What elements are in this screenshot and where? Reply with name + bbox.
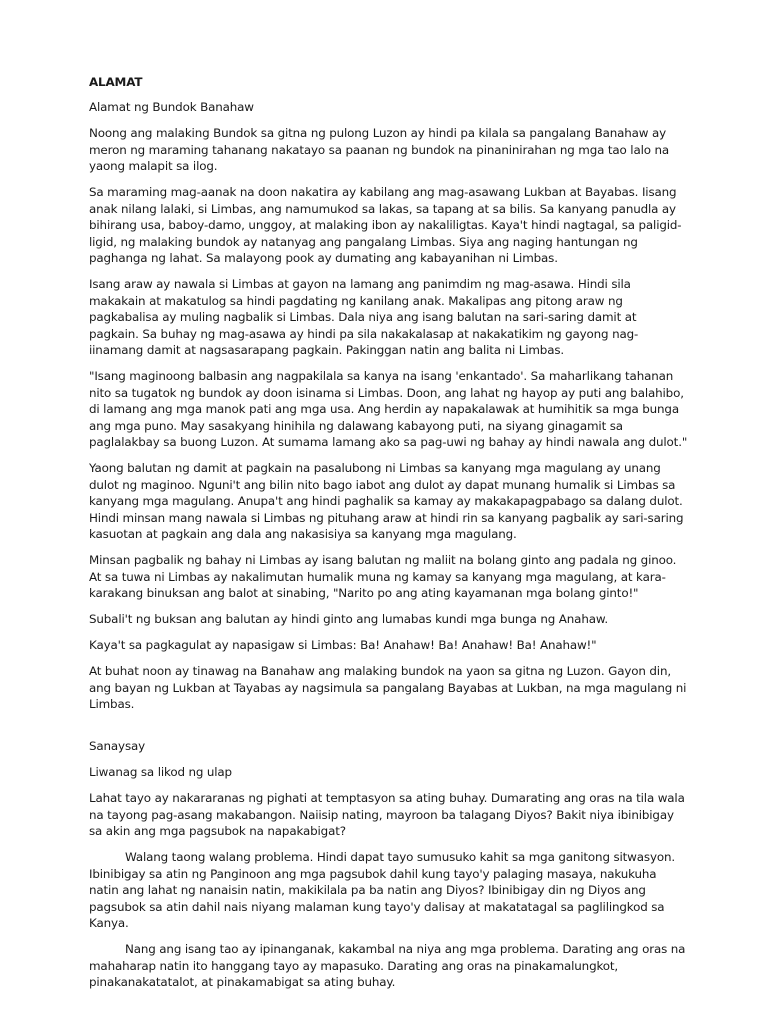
paragraph: At buhat noon ay tinawag na Banahaw ang malaking bundok na yaon sa gitna ng Luzon. Gayon din, ang bayan ng Lukban at Tayabas ay nagsimula sa pangalang Bayabas at Lukban, na mga magulang ni Limbas. (89, 664, 687, 711)
paragraph: Walang taong walang problema. Hindi dapat tayo sumusuko kahit sa mga ganitong sitwasyon. Ibinibigay sa atin ng Panginoon ang mga pagsubok dahil kung tayo'y palaging masaya, nakukuha natin ang lahat ng nanaisin natin, makikilala pa ba natin ang Diyos? Ibinibigay din ng Diyos ang pagsubok sa atin dahil nais niyang malaman kung tayo'y dalisay at makatatagal sa paglilingkod sa Kanya. (89, 850, 675, 930)
paragraph: Lahat tayo ay nakararanas ng pighati at temptasyon sa ating buhay. Dumarating ang oras na tila wala na tayong pag-asang makabangon. Naiisip nating, mayroon ba talagang Diyos? Bakit niya ibinibigay sa akin ang mga pagsubok na napakabigat? (89, 791, 685, 838)
paragraph: Nang ang isang tao ay ipinanganak, kakambal na niya ang mga problema. Darating ang oras na mahaharap natin ito hanggang tayo ay mapasuko. Darating ang oras na pinakamalungkot, pinakanakatatalot, at pinakamabigat sa ating buhay. (89, 942, 686, 989)
section-spacer (89, 722, 689, 738)
paragraph: Sa maraming mag-aanak na doon nakatira ay kabilang ang mag-asawang Lukban at Bayabas. Iisang anak nilang lalaki, si Limbas, ang namumukod sa lakas, sa tapang at sa bilis. Sa kanyang panudla ay bihirang usa, baboy-damo, unggoy, at malaking ibon ay nakaliligtas. Kaya't hindi nagtagal, sa paligid-ligid, ng malaking bundok ay natanyag ang pangalang Limbas. Siya ang naging hantungan ng paghanga ng lahat. Sa malayong pook ay dumating ang kabayanihan ni Limbas. (89, 185, 682, 265)
paragraph: Noong ang malaking Bundok sa gitna ng pulong Luzon ay hindi pa kilala sa pangalang Banahaw ay meron ng maraming tahanang nakatayo sa paanan ng bundok na pinaninirahan ng mga tao lalo na yaong malapit sa ilog. (89, 126, 670, 173)
section-heading: Sanaysay (89, 739, 146, 753)
document-subtitle: Alamat ng Bundok Banahaw (89, 100, 254, 114)
paragraph: "Isang maginoong balbasin ang nagpakilala sa kanya na isang 'enkantado'. Sa maharlikang tahanan nito sa tugatok ng bundok ay doon isinama si Limbas. Doon, ang lahat ng hayop ay puti ang balahibo, di lamang ang mga manok pati ang mga usa. Ang herdin ay napakalawak at humihitik sa mga bunga ang mga puno. May sasakyang hinihila ng dalawang kabayong puti, na siyang ginagamit sa paglalakbay sa buong Luzon. At sumama lamang ako sa pag-uwi ng bahay ay hindi nawala ang dulot." (89, 369, 688, 449)
document-page (89, 74, 689, 1000)
paragraph: Kaya't sa pagkagulat ay napasigaw si Limbas: Ba! Anahaw! Ba! Anahaw! Ba! Anahaw!" (89, 638, 597, 652)
paragraph: Minsan pagbalik ng bahay ni Limbas ay isang balutan ng maliit na bolang ginto ang padala ng ginoo. At sa tuwa ni Limbas ay nakalimutan humalik muna ng kamay sa kanyang mga magulang, at kara-karakang binuksan ang balot at sinabing, "Narito po ang ating kayamanan mga bolang ginto!" (89, 553, 677, 600)
paragraph: Isang araw ay nawala si Limbas at gayon na lamang ang panimdim ng mag-asawa. Hindi sila makakain at makatulog sa hindi pagdating ng kanilang anak. Makalipas ang pitong araw ng pagkabalisa ay muling nagbalik si Limbas. Dala niya ang isang balutan na sari-saring damit at pagkain. Sa buhay ng mag-asawa ay hindi pa sila nakakalasap at nakakatikim ng gayong nag-iinamang damit at nagsasarapang pagkain. Pakinggan natin ang balita ni Limbas. (89, 277, 639, 357)
paragraph: Yaong balutan ng damit at pagkain na pasalubong ni Limbas sa kanyang mga magulang ay unang dulot ng maginoo. Nguni't ang bilin nito bago iabot ang dulot ay dapat munang humalik si Limbas sa kanyang mga magulang. Anupa't ang hindi paghalik sa kamay ay makakapagpabago sa dalang dulot. Hindi minsan mang nawala si Limbas ng pituhang araw at hindi rin sa kanyang pagbalik ay sari-saring kasuotan at pagkain ang dala ang nakasisiya sa kanyang mga magulang. (89, 461, 684, 541)
paragraph: Subali't ng buksan ang balutan ay hindi ginto ang lumabas kundi mga bunga ng Anahaw. (89, 612, 608, 626)
document-heading: ALAMAT (89, 75, 143, 89)
section-title: Liwanag sa likod ng ulap (89, 765, 232, 779)
